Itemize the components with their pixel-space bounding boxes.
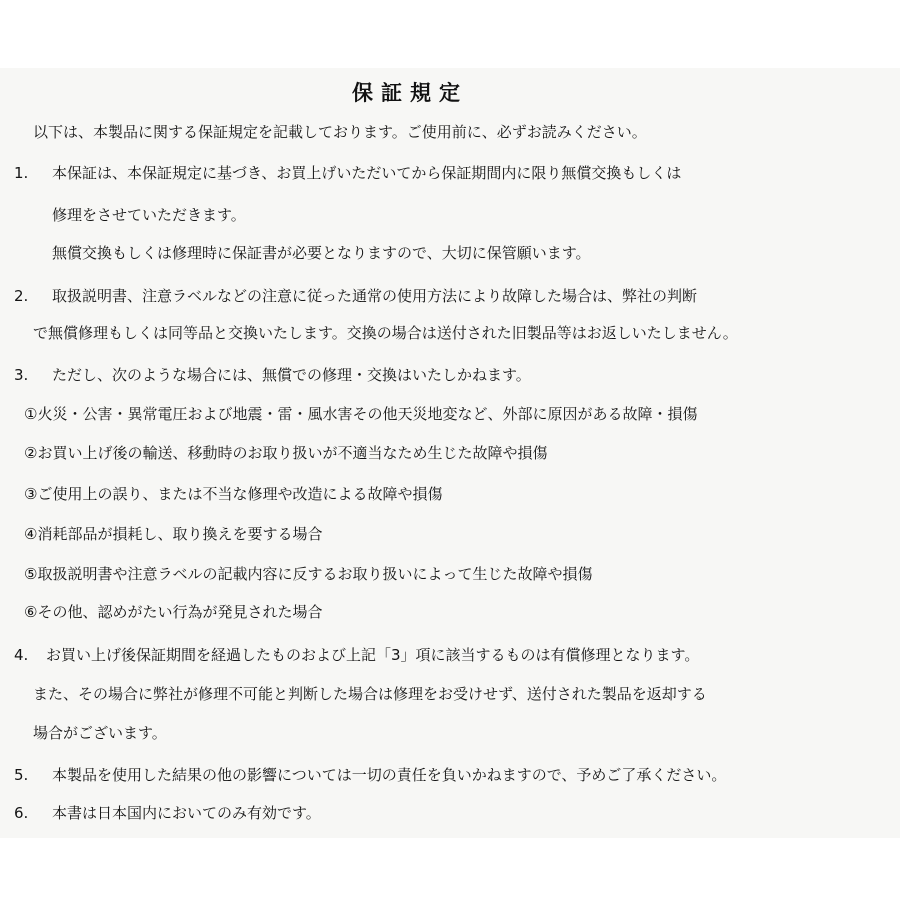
clause-5-number: 5.	[14, 766, 29, 784]
clause-3-item-4: ④消耗部品が損耗し、取り換えを要する場合	[24, 525, 323, 543]
clause-1-line-1: 本保証は、本保証規定に基づき、お買上げいただいてから保証期間内に限り無償交換もしくは	[52, 164, 682, 182]
clause-6-line-1: 本書は日本国内においてのみ有効です。	[52, 804, 321, 822]
clause-5-line-1: 本製品を使用した結果の他の影響については一切の責任を負いかねますので、予めご了承ください。	[52, 766, 727, 784]
intro-text: 以下は、本製品に関する保証規定を記載しております。ご使用前に、必ずお読みください。	[33, 123, 647, 141]
clause-1-number: 1.	[14, 164, 29, 182]
clause-3-item-1: ①火災・公害・異常電圧および地震・雷・風水害その他天災地変など、外部に原因がある故障・損傷	[24, 405, 698, 423]
clause-4-line-2: また、その場合に弊社が修理不可能と判断した場合は修理をお受けせず、送付された製品を返却する	[33, 685, 707, 703]
clause-4-line-1: お買い上げ後保証期間を経過したものおよび上記「3」項に該当するものは有償修理となります。	[46, 646, 700, 664]
clause-2-number: 2.	[14, 287, 29, 305]
clause-3-item-2: ②お買い上げ後の輸送、移動時のお取り扱いが不適当なため生じた故障や損傷	[24, 444, 548, 462]
clause-6-number: 6.	[14, 804, 29, 822]
clause-4-number: 4.	[14, 646, 29, 664]
clause-3-item-6: ⑥その他、認めがたい行為が発見された場合	[24, 603, 323, 621]
clause-2-line-1: 取扱説明書、注意ラベルなどの注意に従った通常の使用方法により故障した場合は、弊社の判断	[52, 287, 698, 305]
clause-1-line-2: 修理をさせていただきます。	[52, 206, 246, 224]
clause-2-line-2: で無償修理もしくは同等品と交換いたします。交換の場合は送付された旧製品等はお返しいたしません。	[33, 324, 738, 342]
clause-3-item-5: ⑤取扱説明書や注意ラベルの記載内容に反するお取り扱いによって生じた故障や損傷	[24, 565, 593, 583]
clause-3-line-1: ただし、次のような場合には、無償での修理・交換はいたしかねます。	[52, 366, 531, 384]
clause-3-item-3: ③ご使用上の誤り、または不当な修理や改造による故障や損傷	[24, 485, 443, 503]
document-title: 保証規定	[352, 81, 468, 105]
clause-3-number: 3.	[14, 366, 29, 384]
clause-4-line-3: 場合がございます。	[33, 724, 167, 742]
clause-1-line-3: 無償交換もしくは修理時に保証書が必要となりますので、大切に保管願います。	[52, 244, 591, 262]
